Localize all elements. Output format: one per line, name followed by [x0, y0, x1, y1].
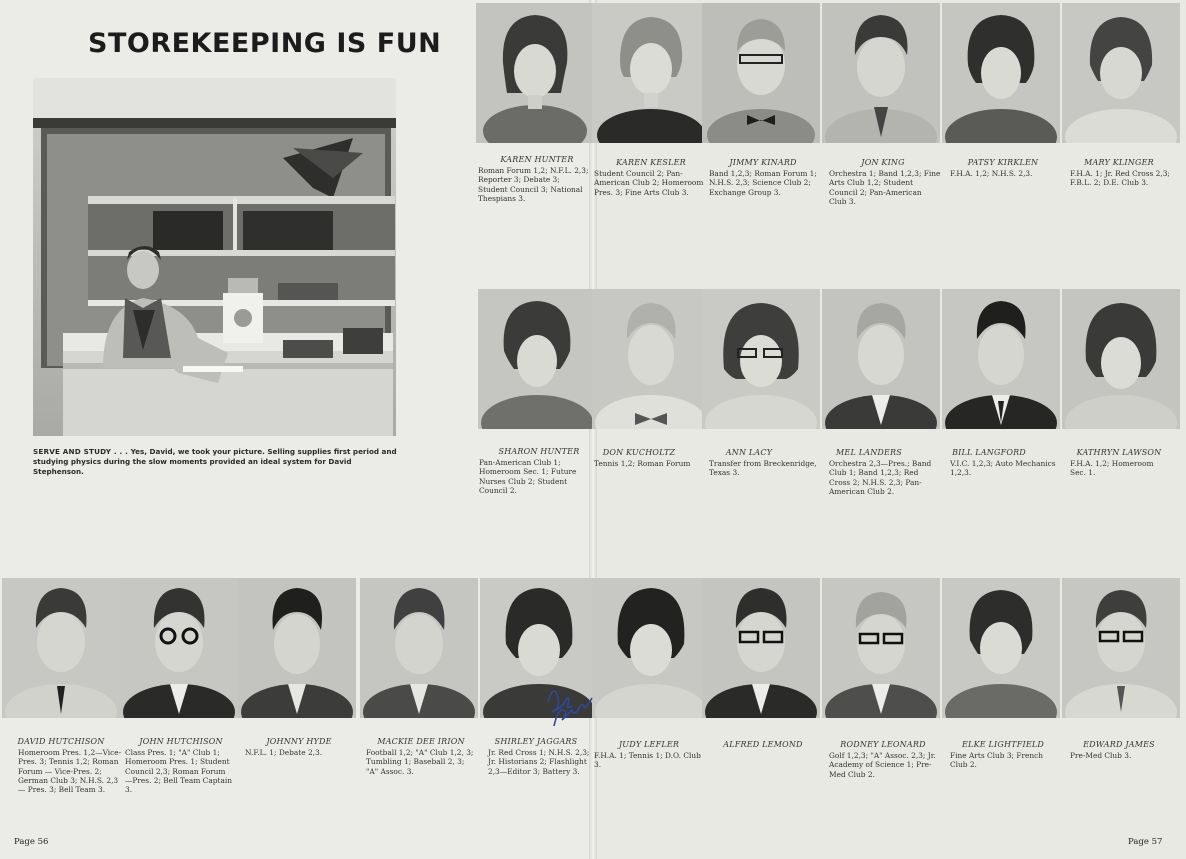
page-number-right: Page 57	[1128, 837, 1163, 847]
student-activities: Class Pres. 1; "A" Club 1; Homeroom Pres. 1; Student Council 2,3; Roman Forum —Pres. 2; Bell Team Captain 3.	[125, 748, 232, 795]
student-activities: Band 1,2,3; Roman Forum 1; N.H.S. 2,3; Science Club 2; Exchange Group 3.	[709, 169, 817, 197]
portrait-edward-james	[1062, 578, 1180, 718]
portrait-karen-kesler	[592, 3, 710, 143]
portrait-rodney-leonard	[822, 578, 940, 718]
caption-text: Yes, David, we took your picture. Selling supplies first period and studying physics during the slow moments provided an ideal system for David Stephenson.	[33, 447, 397, 476]
student-activities: Tennis 1,2; Roman Forum	[594, 459, 691, 468]
student-activities: F.H.A. 1,2; Homeroom Sec. 1.	[1070, 459, 1154, 478]
student-activities: Golf 1,2,3; "A" Assoc. 2,3; Jr. Academy of Science 1; Pre-Med Club 2.	[829, 751, 936, 779]
storekeeping-photo	[33, 78, 396, 436]
portrait-david-hutchison	[2, 578, 120, 718]
portrait-sharon-hunter	[478, 289, 596, 429]
portrait-jon-king	[822, 3, 940, 143]
student-name: KATHRYN LAWSON	[1076, 448, 1162, 457]
student-name: RODNEY LEONARD	[840, 740, 926, 749]
student-activities: Football 1,2; "A" Club 1,2, 3; Tumbling 1; Baseball 2, 3; "A" Assoc. 3.	[366, 748, 474, 776]
student-name: JOHN HUTCHISON	[139, 737, 223, 746]
portrait-ann-lacy	[702, 289, 820, 429]
student-activities: F.H.A. 1; Jr. Red Cross 2,3; F.B.L. 2; D.E. Club 3.	[1070, 169, 1170, 188]
student-name: EDWARD JAMES	[1083, 740, 1155, 749]
student-name: PATSY KIRKLEN	[967, 158, 1039, 167]
student-name: SHARON HUNTER	[498, 447, 580, 456]
handwritten-signature	[540, 672, 602, 736]
portrait-don-kucholtz	[592, 289, 710, 429]
portrait-mackie-dee-irion	[360, 578, 478, 718]
student-activities: Student Council 2; Pan-American Club 2; Homeroom Pres. 3; Fine Arts Club 3.	[594, 169, 704, 197]
student-name: MACKIE DEE IRION	[377, 737, 465, 746]
portrait-mel-landers	[822, 289, 940, 429]
student-activities: Orchestra 2,3—Pres.; Band Club 1; Band 1,2,3; Red Cross 2; N.H.S. 2,3; Pan-American Club 2.	[829, 459, 932, 496]
student-name: JOHNNY HYDE	[266, 737, 332, 746]
portrait-john-hutchison	[120, 578, 238, 718]
student-name: JON KING	[861, 158, 905, 167]
portrait-alfred-lemond	[702, 578, 820, 718]
portrait-elke-lightfield	[942, 578, 1060, 718]
student-activities: Homeroom Pres. 1,2—Vice-Pres. 3; Tennis 1,2; Roman Forum — Vice-Pres. 2; German Club 3; N.H.S. 2,3 — Pres. 3; Bell Team 3.	[18, 748, 122, 795]
student-name: ELKE LIGHTFIELD	[962, 740, 1044, 749]
student-activities: F.H.A. 1; Tennis 1; D.O. Club 3.	[594, 751, 701, 770]
student-activities: V.I.C. 1,2,3; Auto Mechanics 1,2,3.	[950, 459, 1056, 478]
student-name: ALFRED LEMOND	[723, 740, 803, 749]
portrait-jimmy-kinard	[702, 3, 820, 143]
student-activities: N.F.L. 1; Debate 2,3.	[245, 748, 323, 757]
portrait-johnny-hyde	[238, 578, 356, 718]
page-title: STOREKEEPING IS FUN	[88, 28, 442, 59]
student-activities: Pan-American Club 1; Homeroom Sec. 1; Future Nurses Club 2; Student Council 2.	[479, 458, 577, 495]
student-activities: Pre-Med Club 3.	[1070, 751, 1132, 760]
student-name: BILL LANGFORD	[952, 448, 1026, 457]
student-name: ANN LACY	[725, 448, 773, 457]
student-name: SHIRLEY JAGGARS	[494, 737, 578, 746]
portrait-kathryn-lawson	[1062, 289, 1180, 429]
portrait-judy-lefler	[592, 578, 710, 718]
student-activities: F.H.A. 1,2; N.H.S. 2,3.	[950, 169, 1033, 178]
portrait-bill-langford	[942, 289, 1060, 429]
student-name: JUDY LEFLER	[618, 740, 680, 749]
student-name: DON KUCHOLTZ	[602, 448, 676, 457]
page-number-left: Page 56	[14, 837, 49, 847]
student-name: MEL LANDERS	[836, 448, 902, 457]
portrait-mary-klinger	[1062, 3, 1180, 143]
student-name: KAREN KESLER	[616, 158, 686, 167]
student-activities: Jr. Red Cross 1; N.H.S. 2,3; Jr. Historians 2; Flashlight 2,3—Editor 3; Battery 3.	[488, 748, 590, 776]
student-name: MARY KLINGER	[1084, 158, 1154, 167]
student-activities: Transfer from Breckenridge, Texas 3.	[709, 459, 817, 478]
student-name: DAVID HUTCHISON	[17, 737, 105, 746]
photo-caption	[33, 447, 403, 477]
portrait-karen-hunter	[476, 3, 594, 143]
caption-lead: SERVE AND STUDY . . .	[33, 447, 129, 456]
student-activities: Roman Forum 1,2; N.F.L. 2,3; Reporter 3; Debate 3; Student Council 3; National Thespians 3.	[478, 166, 589, 203]
portrait-patsy-kirklen	[942, 3, 1060, 143]
student-activities: Orchestra 1; Band 1,2,3; Fine Arts Club 1,2; Student Council 2; Pan-American Club 3.	[829, 169, 941, 206]
student-activities: Fine Arts Club 3; French Club 2.	[950, 751, 1044, 770]
student-name: KAREN HUNTER	[500, 155, 574, 164]
student-name: JIMMY KINARD	[729, 158, 797, 167]
